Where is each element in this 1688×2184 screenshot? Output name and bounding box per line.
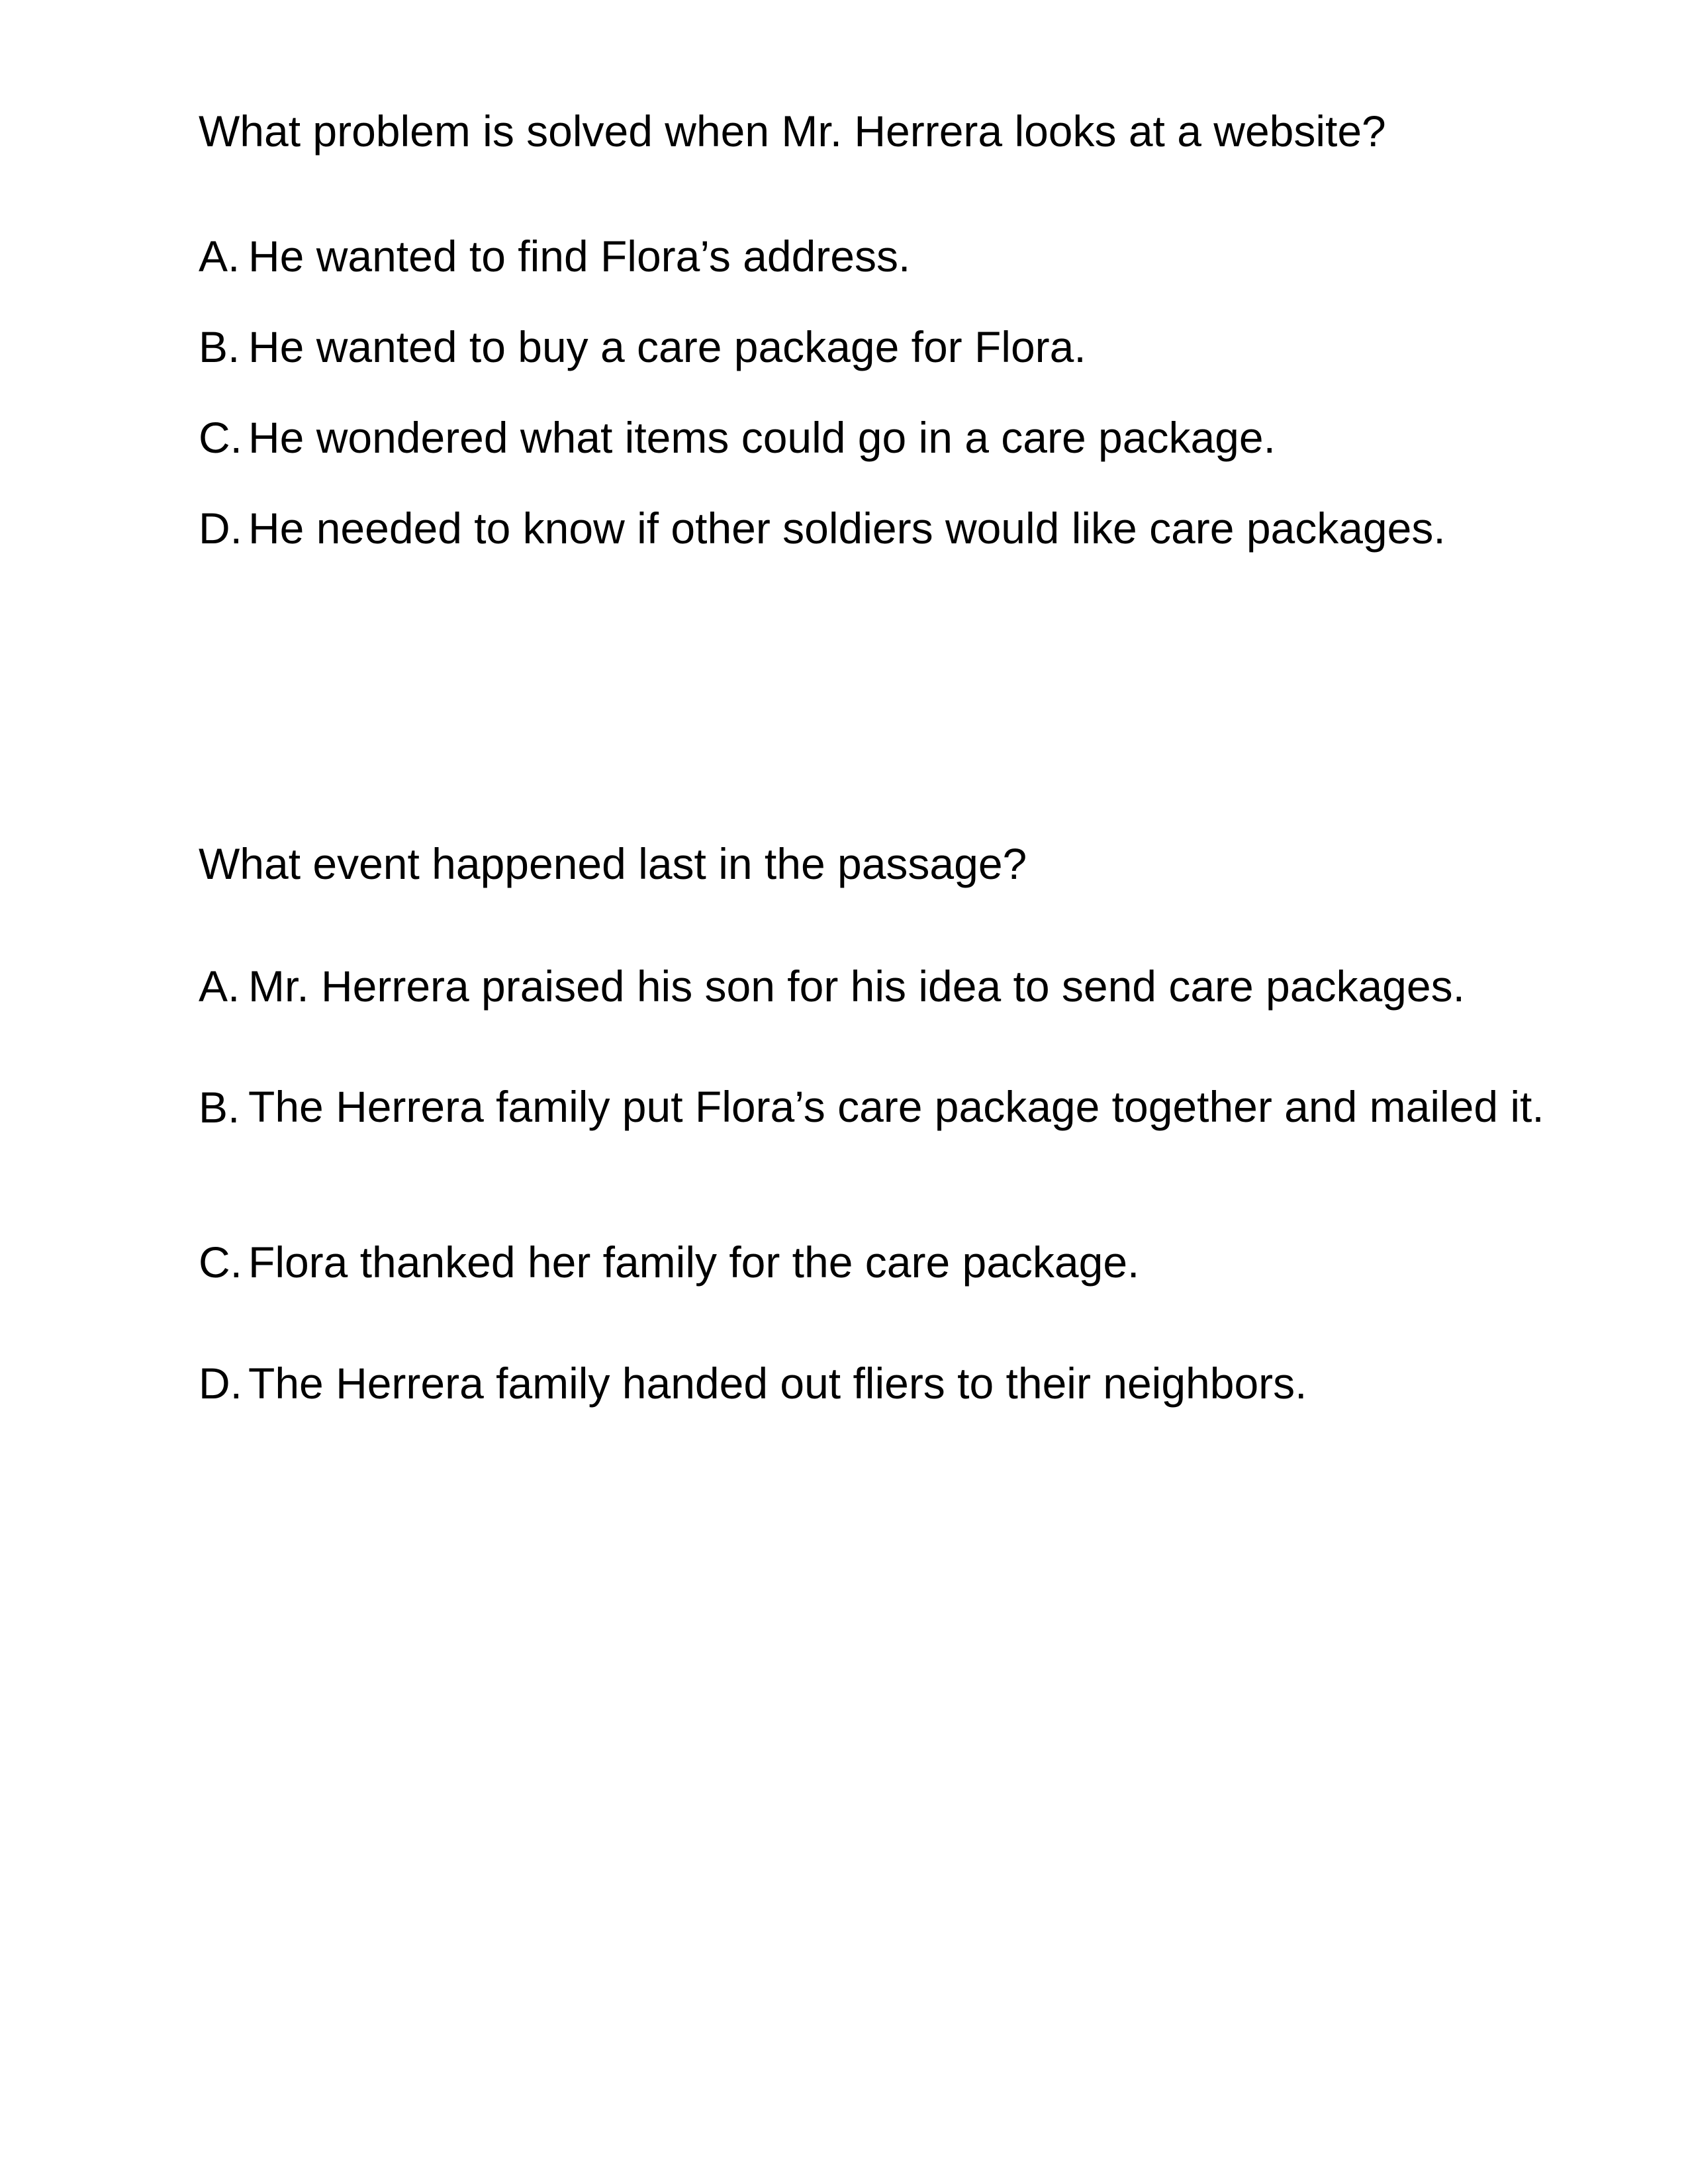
answer-option-a — [199, 230, 1549, 283]
option-text: Mr. Herrera praised his son for his idea to send care packages. — [248, 962, 1465, 1011]
option-letter: B. — [199, 322, 240, 371]
option-text: He wanted to buy a care package for Flora. — [248, 322, 1086, 371]
question-2 — [199, 837, 1549, 1478]
answer-options — [199, 960, 1549, 1410]
question-1 — [199, 105, 1549, 592]
answer-option-a — [199, 960, 1549, 1013]
option-text: Flora thanked her family for the care package. — [248, 1238, 1140, 1287]
answer-option-d — [199, 502, 1549, 555]
answer-option-d — [199, 1357, 1549, 1410]
option-letter: C. — [199, 413, 242, 462]
option-letter: D. — [199, 504, 242, 553]
question-prompt: What problem is solved when Mr. Herrera looks at a website? — [199, 107, 1386, 156]
answer-option-c — [199, 411, 1549, 464]
option-text: The Herrera family put Flora’s care package together and mailed it. — [248, 1082, 1544, 1131]
answer-option-b — [199, 320, 1549, 373]
option-letter: A. — [199, 232, 240, 281]
option-letter: A. — [199, 962, 240, 1011]
option-text: He needed to know if other soldiers would like care packages. — [248, 504, 1446, 553]
option-text: He wondered what items could go in a care package. — [248, 413, 1276, 462]
option-text: The Herrera family handed out fliers to their neighbors. — [248, 1359, 1307, 1408]
option-letter: B. — [199, 1083, 240, 1132]
question-prompt: What event happened last in the passage? — [199, 839, 1027, 888]
answer-option-b — [199, 1081, 1549, 1167]
option-letter: D. — [199, 1359, 242, 1408]
answer-option-c — [199, 1236, 1549, 1289]
answer-options — [199, 230, 1549, 555]
option-text: He wanted to find Flora’s address. — [248, 232, 911, 281]
option-letter: C. — [199, 1238, 242, 1287]
